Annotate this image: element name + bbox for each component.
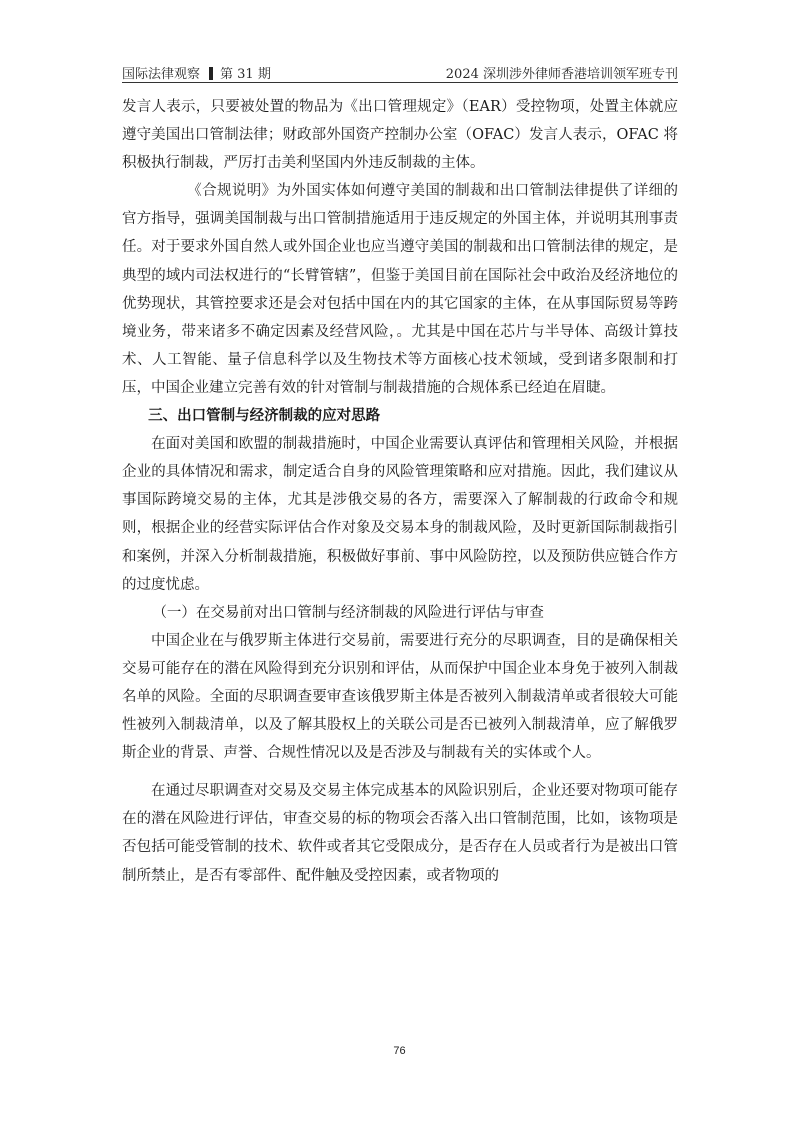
special-issue-title: 2024 深圳涉外律师香港培训领军班专刊 (445, 67, 678, 82)
page-number: 76 (393, 1045, 406, 1057)
paragraph-compliance-note: 《合规说明》为外国实体如何遵守美国的制裁和出口管制法律提供了详细的官方指导，强调美国制裁与出口管制措施适用于违反规定的外国主体，并说明其刑事责任。对于要求外国自然人或外国企业也应当遵守美国的制裁和出口管制法律的规定，是典型的域内司法权进行的“长臂管辖”，但鉴于美国目前在国际社会中政治及经济地位的优势现状，其管控要求还是会对包括中国在内的其它国家的主体，在从事国际贸易等跨境业务，带来诸多不确定因素及经营风险，。尤其是中国在芯片与半导体、高级计算技术、人工智能、量子信息科学以及生物技术等方面核心技术领域，受到诸多限制和打压，中国企业建立完善有效的针对管制与制裁措施的合规体系已经迫在眉睫。 (122, 183, 678, 396)
running-header (122, 60, 678, 84)
header-separator-bar (209, 67, 213, 80)
subsection-heading: （一）在交易前对出口管制与经济制裁的风险进行评估与审查 (152, 604, 544, 621)
issue-number: 第 31 期 (220, 67, 271, 82)
header-left (122, 63, 271, 82)
section-heading: 三、出口管制与经济制裁的应对思路 (148, 407, 381, 425)
section-paragraph: 在面对美国和欧盟的制裁措施时，中国企业需要认真评估和管理相关风险，并根据企业的具体情况和需求，制定适合自身的风险管理策略和应对措施。因此，我们建议从事国际跨境交易的主体，尤其是涉俄交易的各方，需要深入了解制裁的行政命令和规则，根据企业的经营实际评估合作对象及交易本身的制裁风险，及时更新国际制裁指引和案例，并深入分析制裁措施，积极做好事前、事中风险防控，以及预防供应链合作方的过度忧虑。 (122, 436, 678, 593)
paragraph-risk-assessment: 在通过尽职调查对交易及交易主体完成基本的风险识别后，企业还要对物项可能存在的潜在风险进行评估，审查交易的标的物项会否落入出口管制范围，比如，该物项是否包括可能受管制的技术、软件或者其它受限成分，是否存在人员或者行为是被出口管制所禁止，是否有零部件、配件触及受控因素，或者物项的 (122, 783, 678, 884)
page-body (122, 93, 678, 890)
header-divider (122, 82, 678, 83)
paragraph-continued: 发言人表示，只要被处置的物品为《出口管理规定》（EAR）受控物项，处置主体就应遵守美国出口管制法律；财政部外国资产控制办公室（OFAC）发言人表示，OFAC 将积极执行制裁，严厉打击美利坚国内外违反制裁的主体。 (122, 99, 678, 172)
paragraph-due-diligence: 中国企业在与俄罗斯主体进行交易前，需要进行充分的尽职调查，目的是确保相关交易可能存在的潜在风险得到充分识别和评估，从而保护中国企业本身免于被列入制裁名单的风险。全面的尽职调查要审查该俄罗斯主体是否被列入制裁清单或者很较大可能性被列入制裁清单，以及了解其股权上的关联公司是否已被列入制裁清单，应了解俄罗斯企业的背景、声誉、合规性情况以及是否涉及与制裁有关的实体或个人。 (122, 632, 678, 762)
journal-title: 国际法律观察 (122, 67, 201, 82)
